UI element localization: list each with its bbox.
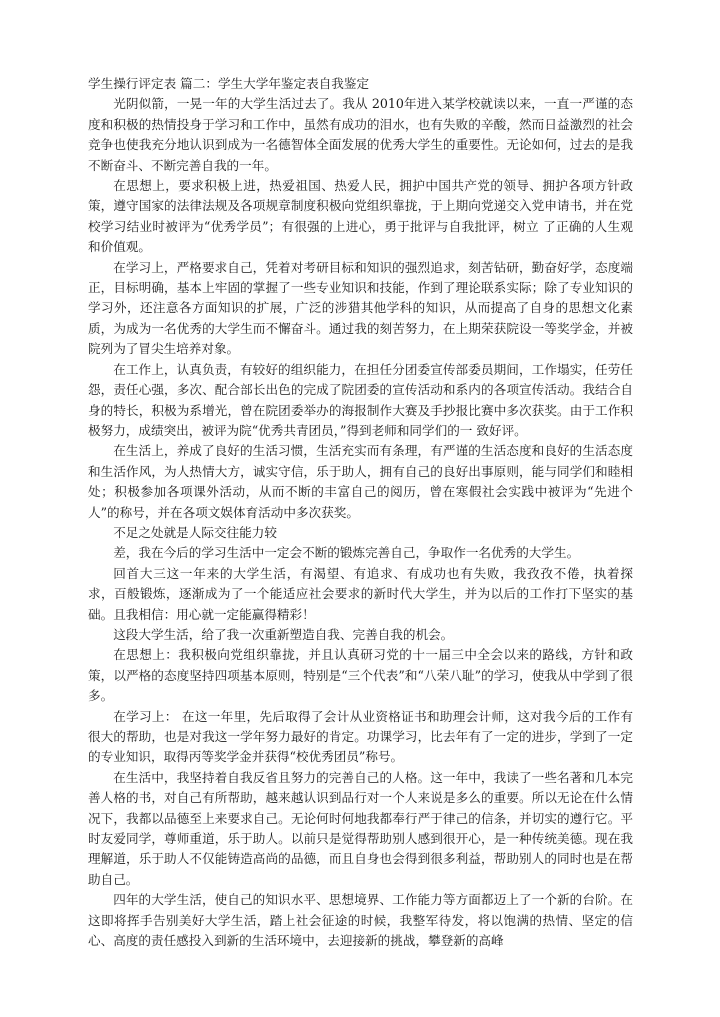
document-title: 学生操行评定表 篇二：学生大学年鉴定表自我鉴定 xyxy=(88,76,370,91)
paragraph-intro: 光阴似箭，一晃一年的大学生活过去了。我从 2010年进入某学校就读以来，一直一严谨的态度和积极的热情投身于学习和工作中，虽然有成功的泪水，也有失败的辛酸，然而日益激烈的社会竞争也使我充分地认识到成为一名德智体全面发展的优秀大学生的重要性。无论如何，过去的是我不断奋斗、不断完善自我的一年。 xyxy=(88,96,633,173)
paragraph-life: 在生活上，养成了良好的生活习惯，生活充实而有条理，有严谨的生活态度和良好的生活态度和生活作风，为人热情大方，诚实守信，乐于助人，拥有自己的良好出事原则，能与同学们和睦相处；积极参加各项课外活动，从而不断的丰富自己的阅历，曾在寒假社会实践中被评为“先进个人”的称号，并在各项文娱体育活动中多次获奖。 xyxy=(88,443,633,520)
paragraph-ideology: 在思想上，要求积极上进，热爱祖国、热爱人民，拥护中国共产党的领导、拥护各项方针政策，遵守国家的法律法规及各项规章制度积极向党组织靠拢，于上期向党递交入党申请书，并在党校学习结业时被评为“优秀学员”；有很强的上进心，勇于批评与自我批评，树立 了正确的人生观和价值观。 xyxy=(88,178,633,255)
paragraph-life-2: 在生活中，我坚持着自我反省且努力的完善自己的人格。这一年中，我读了一些名著和几本完善人格的书，对自己有所帮助，越来越认识到品行对一个人来说是多么的重要。所以无论在什么情况下，我都以品德至上来要求自己。无论何时何地我都奉行严于律己的信条，并切实的遵行它。平时友爱同学，尊师重道，乐于助人。以前只是觉得帮助别人感到很开心，是一种传统美德。现在我理解道，乐于助人不仅能铸造高尚的品德，而且自身也会得到很多利益，帮助别人的同时也是在帮助自己。 xyxy=(88,769,633,887)
paragraph-study-2: 在学习上： 在这一年里，先后取得了会计从业资格证书和助理会计师，这对我今后的工作有很大的帮助，也是对我这一学年努力最好的肯定。功课学习，比去年有了一定的进步，学到了一定的专业知识，取得丙等奖学金并获得“校优秀团员”称号。 xyxy=(88,708,633,765)
paragraph-opportunity: 这段大学生活，给了我一次重新塑造自我、完善自我的机会。 xyxy=(113,626,454,642)
document-body xyxy=(88,74,633,951)
paragraph-study: 在学习上，严格要求自己，凭着对考研目标和知识的强烈追求，刻苦钻研，勤奋好学，态度端正，目标明确，基本上牢固的掌握了一些专业知识和技能，作到了理论联系实际；除了专业知识的学习外，还注意各方面知识的扩展，广泛的涉猎其他学科的知识，从而提高了自身的思想文化素质，为成为一名优秀的大学生而不懈奋斗。通过我的刻苦努力，在上期荣获院设一等奖学金，并被院列为了冒尖生培养对象。 xyxy=(88,259,633,357)
paragraph-conclusion: 四年的大学生活，使自己的知识水平、思想境界、工作能力等方面都迈上了一个新的台阶。在这即将挥手告别美好大学生活，踏上社会征途的时候，我整军待发，将以饱满的热情、坚定的信心、高度的责任感投入到新的生活环境中，去迎接新的挑战，攀登新的高峰 xyxy=(88,892,633,949)
paragraph-work: 在工作上，认真负责，有较好的组织能力，在担任分团委宣传部委员期间，工作塌实，任劳任怨，责任心强，多次、配合部长出色的完成了院团委的宣传活动和系内的各项宣传活动。我结合自身的特长，积极为系增光，曾在院团委举办的海报制作大赛及手抄报比赛中多次获奖。由于工作积极努力，成绩突出，被评为院“优秀共青团员，”得到老师和同学们的一 致好评。 xyxy=(88,361,633,438)
paragraph-improvement: 差，我在今后的学习生活中一定会不断的锻炼完善自己，争取作一名优秀的大学生。 xyxy=(113,545,580,561)
paragraph-ideology-2: 在思想上：我积极向党组织靠拢，并且认真研习党的十一届三中全会以来的路线，方针和政策，以严格的态度坚持四项基本原则，特别是“三个代表”和“八荣八耻”的学习，使我从中学到了很多。 xyxy=(88,647,633,704)
paragraph-shortcoming: 不足之处就是人际交往能力较 xyxy=(113,524,277,540)
paragraph-review: 回首大三这一年来的大学生活，有渴望、有追求、有成功也有失败，我孜孜不倦，执着探 求，百般锻炼，逐渐成为了一个能适应社会要求的新时代大学生，并为以后的工作打下坚实的基础。且我相信：用心就一定能赢得精彩！ xyxy=(88,565,633,622)
